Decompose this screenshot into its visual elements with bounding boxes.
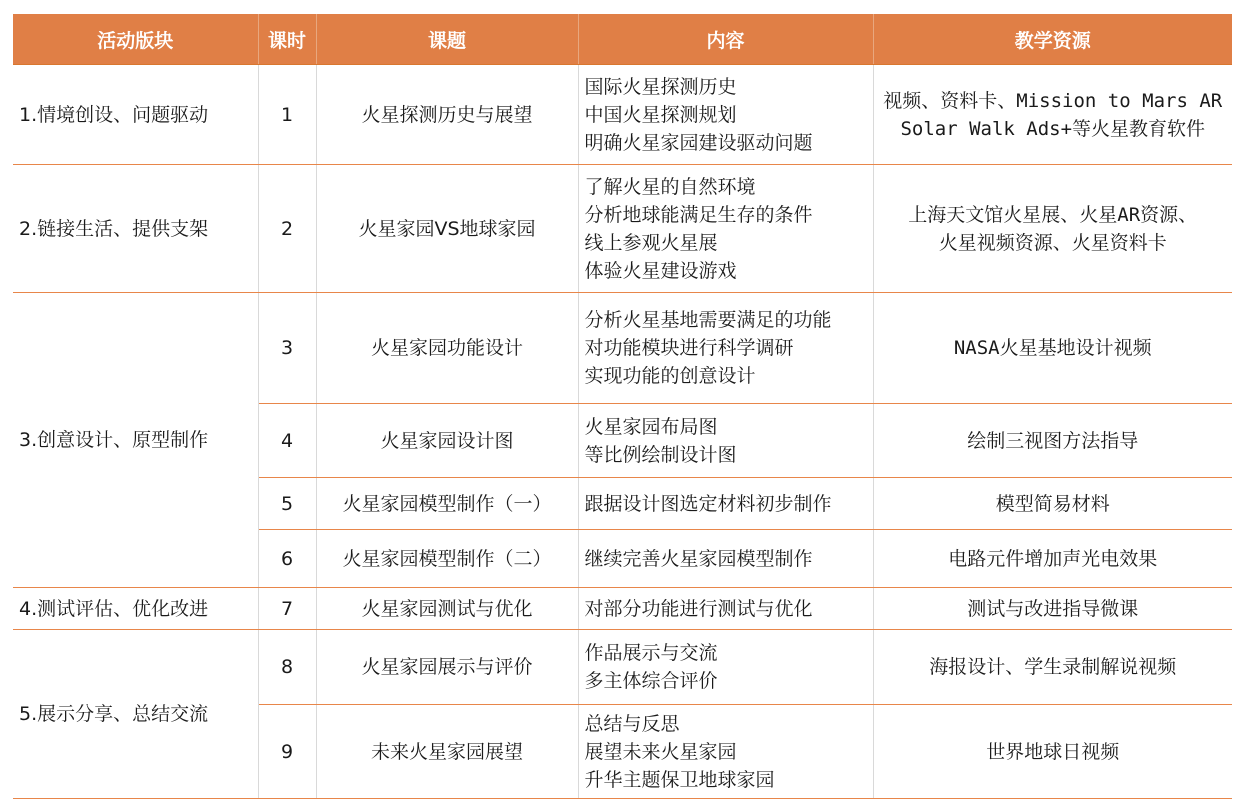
- stage-cell: 1.情境创设、问题驱动: [13, 65, 258, 165]
- header-row: [13, 14, 1232, 65]
- resource-line: 上海天文馆火星展、火星AR资源、: [908, 203, 1198, 226]
- topic-cell: 火星家园VS地球家园: [316, 165, 578, 293]
- content-line: 火星家园布局图: [584, 415, 718, 438]
- stage-cell: 4.测试评估、优化改进: [13, 588, 258, 630]
- stage-cell: 2.链接生活、提供支架: [13, 165, 258, 293]
- hour-cell: 4: [258, 404, 316, 478]
- resources-cell: [873, 293, 1232, 404]
- content-cell: [578, 404, 873, 478]
- topic-cell: 火星家园展示与评价: [316, 630, 578, 705]
- resource-line: 视频、资料卡、Mission to Mars AR: [883, 89, 1223, 112]
- content-cell: [578, 588, 873, 630]
- resources-cell: [873, 705, 1232, 799]
- resource-line: NASA火星基地设计视频: [953, 337, 1152, 359]
- content-line: 作品展示与交流: [584, 642, 718, 664]
- content-line: 展望未来火星家园: [584, 740, 737, 763]
- header-hour: 课时: [258, 14, 316, 65]
- content-line: 国际火星探测历史: [584, 75, 737, 98]
- content-line: 总结与反思: [584, 712, 680, 735]
- topic-cell: 火星家园测试与优化: [316, 588, 578, 630]
- resource-line: 世界地球日视频: [986, 740, 1120, 763]
- table-row: [13, 588, 1232, 630]
- hour-cell: 6: [258, 530, 316, 588]
- stage-cell: 3.创意设计、原型制作: [13, 293, 258, 588]
- resources-cell: [873, 65, 1232, 165]
- hour-cell: 1: [258, 65, 316, 165]
- content-line: 了解火星的自然环境: [584, 175, 756, 198]
- topic-cell: 火星家园功能设计: [316, 293, 578, 404]
- header-stage: 活动版块: [13, 14, 258, 65]
- resources-cell: [873, 165, 1232, 293]
- content-line: 继续完善火星家园模型制作: [584, 547, 813, 570]
- resource-line: 火星视频资源、火星资料卡: [938, 231, 1167, 254]
- resources-cell: [873, 588, 1232, 630]
- topic-cell: 火星家园模型制作（一）: [316, 478, 578, 530]
- content-cell: [578, 65, 873, 165]
- hour-cell: 7: [258, 588, 316, 630]
- content-line: 体验火星建设游戏: [584, 259, 737, 282]
- content-line: 实现功能的创意设计: [584, 365, 756, 387]
- content-cell: [578, 293, 873, 404]
- content-line: 等比例绘制设计图: [584, 443, 737, 466]
- resources-cell: [873, 478, 1232, 530]
- content-line: 多主体综合评价: [584, 670, 718, 692]
- hour-cell: 8: [258, 630, 316, 705]
- topic-cell: 未来火星家园展望: [316, 705, 578, 799]
- content-line: 对功能模块进行科学调研: [584, 337, 794, 359]
- content-line: 线上参观火星展: [584, 231, 718, 254]
- table-row: [13, 630, 1232, 705]
- content-line: 分析地球能满足生存的条件: [584, 203, 813, 226]
- header-topic: 课题: [316, 14, 578, 65]
- content-cell: [578, 530, 873, 588]
- hour-cell: 2: [258, 165, 316, 293]
- header-resources: 教学资源: [873, 14, 1232, 65]
- content-line: 分析火星基地需要满足的功能: [584, 309, 832, 331]
- curriculum-table: [13, 14, 1232, 799]
- resource-line: 海报设计、学生录制解说视频: [929, 656, 1177, 678]
- hour-cell: 3: [258, 293, 316, 404]
- topic-cell: 火星家园设计图: [316, 404, 578, 478]
- table-row: [13, 165, 1232, 293]
- content-line: 中国火星探测规划: [584, 103, 737, 126]
- content-line: 明确火星家园建设驱动问题: [584, 131, 813, 154]
- table-row: [13, 65, 1232, 165]
- content-line: 升华主题保卫地球家园: [584, 768, 775, 791]
- resources-cell: [873, 530, 1232, 588]
- hour-cell: 9: [258, 705, 316, 799]
- topic-cell: 火星探测历史与展望: [316, 65, 578, 165]
- content-cell: [578, 165, 873, 293]
- stage-cell: 5.展示分享、总结交流: [13, 630, 258, 799]
- content-cell: [578, 478, 873, 530]
- resource-line: 绘制三视图方法指导: [967, 429, 1139, 452]
- topic-cell: 火星家园模型制作（二）: [316, 530, 578, 588]
- resource-line: Solar Walk Ads+等火星教育软件: [900, 117, 1206, 140]
- content-cell: [578, 630, 873, 705]
- hour-cell: 5: [258, 478, 316, 530]
- resources-cell: [873, 404, 1232, 478]
- resource-line: 测试与改进指导微课: [967, 597, 1139, 620]
- header-content: 内容: [578, 14, 873, 65]
- resources-cell: [873, 630, 1232, 705]
- resource-line: 电路元件增加声光电效果: [948, 547, 1158, 570]
- content-line: 跟据设计图选定材料初步制作: [584, 492, 832, 515]
- resource-line: 模型简易材料: [995, 492, 1110, 515]
- content-cell: [578, 705, 873, 799]
- content-line: 对部分功能进行测试与优化: [584, 597, 813, 620]
- table-row: [13, 293, 1232, 404]
